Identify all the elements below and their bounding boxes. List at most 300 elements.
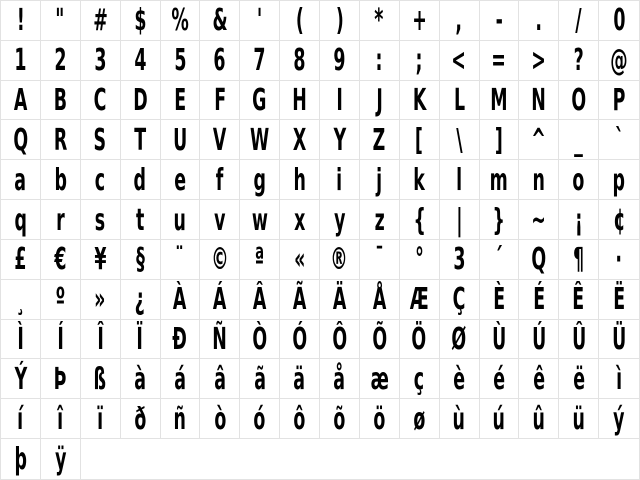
glyph-cell[interactable] [599, 120, 639, 160]
glyph-cell[interactable] [480, 320, 520, 360]
glyph-cell[interactable] [480, 280, 520, 320]
glyph: | [455, 202, 463, 238]
glyph-cell[interactable] [360, 81, 400, 121]
glyph-cell[interactable] [81, 399, 121, 439]
glyph-cell[interactable] [280, 320, 320, 360]
glyph-cell[interactable] [81, 280, 121, 320]
glyph-cell[interactable] [240, 41, 280, 81]
glyph-cell[interactable] [440, 160, 480, 200]
glyph: û [532, 401, 545, 437]
glyph-cell[interactable] [41, 399, 81, 439]
glyph-cell[interactable] [1, 120, 41, 160]
glyph-cell[interactable] [559, 399, 599, 439]
glyph-cell[interactable] [41, 240, 81, 280]
glyph-cell[interactable] [440, 120, 480, 160]
glyph-cell[interactable] [280, 1, 320, 41]
glyph: b [54, 162, 67, 198]
glyph-cell[interactable] [240, 1, 280, 41]
glyph-cell[interactable] [360, 240, 400, 280]
glyph: k [413, 162, 425, 198]
glyph-cell[interactable] [240, 359, 280, 399]
glyph-cell[interactable] [81, 81, 121, 121]
glyph-cell[interactable] [360, 320, 400, 360]
glyph: ü [572, 401, 585, 437]
glyph-cell[interactable] [599, 359, 639, 399]
glyph-cell[interactable] [599, 1, 639, 41]
glyph: N [531, 83, 547, 119]
glyph-cell[interactable] [599, 320, 639, 360]
glyph: ¶ [573, 242, 585, 278]
glyph-cell[interactable] [559, 320, 599, 360]
glyph-cell[interactable] [41, 320, 81, 360]
glyph-cell[interactable] [161, 359, 201, 399]
empty-cell [200, 439, 240, 479]
glyph-cell[interactable] [440, 280, 480, 320]
glyph-cell[interactable] [360, 120, 400, 160]
glyph-cell[interactable] [1, 359, 41, 399]
glyph-cell[interactable] [320, 320, 360, 360]
glyph-cell[interactable] [1, 160, 41, 200]
glyph-cell[interactable] [280, 240, 320, 280]
glyph-cell[interactable] [559, 280, 599, 320]
glyph: ú [492, 401, 506, 437]
glyph: ù [452, 401, 466, 437]
glyph-cell[interactable] [81, 200, 121, 240]
glyph-cell[interactable] [240, 81, 280, 121]
glyph: _ [574, 122, 584, 158]
glyph: a [14, 162, 27, 198]
glyph-cell[interactable] [41, 41, 81, 81]
glyph: t [135, 202, 145, 238]
glyph-cell[interactable] [161, 399, 201, 439]
glyph-cell[interactable] [400, 200, 440, 240]
glyph: ¿ [135, 282, 146, 318]
glyph-cell[interactable] [480, 399, 520, 439]
glyph-cell[interactable] [280, 81, 320, 121]
glyph: 3 [453, 242, 466, 278]
glyph-cell[interactable] [480, 41, 520, 81]
glyph: Z [372, 122, 386, 158]
glyph: r [56, 202, 65, 238]
glyph: Q [531, 242, 547, 278]
glyph-cell[interactable] [81, 160, 121, 200]
glyph: J [376, 83, 383, 119]
glyph-cell[interactable] [121, 240, 161, 280]
glyph-cell[interactable] [1, 399, 41, 439]
glyph: Ð [172, 322, 188, 358]
glyph: s [95, 202, 106, 238]
glyph-cell[interactable] [400, 120, 440, 160]
glyph: ; [415, 43, 423, 79]
glyph-cell[interactable] [200, 359, 240, 399]
glyph-cell[interactable] [480, 359, 520, 399]
glyph-cell[interactable] [200, 41, 240, 81]
glyph: A [13, 83, 28, 119]
glyph: Õ [371, 322, 387, 358]
glyph-cell[interactable] [200, 280, 240, 320]
glyph-cell[interactable] [519, 399, 559, 439]
glyph-cell[interactable] [400, 399, 440, 439]
glyph-cell[interactable] [320, 160, 360, 200]
glyph-cell[interactable] [360, 1, 400, 41]
glyph-cell[interactable] [1, 320, 41, 360]
glyph-cell[interactable] [599, 280, 639, 320]
glyph: Î [96, 322, 104, 358]
glyph: ì [616, 361, 623, 397]
glyph-cell[interactable] [280, 41, 320, 81]
glyph: 6 [213, 43, 226, 79]
glyph: y [333, 202, 346, 238]
glyph: G [252, 83, 267, 119]
glyph-cell[interactable] [480, 1, 520, 41]
glyph: 1 [14, 43, 27, 79]
glyph: D [132, 83, 148, 119]
glyph: í [17, 401, 24, 437]
glyph-cell[interactable] [1, 41, 41, 81]
glyph-cell[interactable] [200, 120, 240, 160]
glyph-cell[interactable] [81, 120, 121, 160]
glyph: © [211, 242, 229, 278]
glyph: M [490, 83, 508, 119]
glyph-cell[interactable] [559, 81, 599, 121]
glyph-cell[interactable] [121, 1, 161, 41]
glyph-cell[interactable] [240, 120, 280, 160]
glyph: Á [213, 282, 227, 318]
glyph-cell[interactable] [280, 200, 320, 240]
glyph-cell[interactable] [519, 359, 559, 399]
glyph-cell[interactable] [440, 81, 480, 121]
glyph-cell[interactable] [41, 359, 81, 399]
glyph: W [250, 122, 270, 158]
glyph-cell[interactable] [200, 160, 240, 200]
glyph: ( [295, 3, 304, 39]
glyph-cell[interactable] [559, 200, 599, 240]
glyph-cell[interactable] [240, 320, 280, 360]
glyph-cell[interactable] [320, 81, 360, 121]
glyph-cell[interactable] [400, 1, 440, 41]
glyph-cell[interactable] [519, 120, 559, 160]
glyph: p [612, 162, 626, 198]
glyph: g [253, 162, 266, 198]
glyph-cell[interactable] [440, 200, 480, 240]
glyph: ' [257, 3, 263, 39]
glyph-cell[interactable] [121, 41, 161, 81]
glyph-cell[interactable] [519, 280, 559, 320]
glyph: ` [614, 122, 624, 158]
glyph-cell[interactable] [519, 160, 559, 200]
glyph-cell[interactable] [480, 81, 520, 121]
glyph-cell[interactable] [400, 81, 440, 121]
glyph: ä [293, 361, 306, 397]
glyph: Û [571, 322, 586, 358]
glyph-cell[interactable] [200, 81, 240, 121]
glyph-cell[interactable] [320, 399, 360, 439]
glyph: ¨ [175, 242, 185, 278]
glyph-cell[interactable] [559, 240, 599, 280]
glyph-cell[interactable] [599, 81, 639, 121]
glyph-cell[interactable] [41, 280, 81, 320]
glyph-cell[interactable] [121, 200, 161, 240]
glyph-cell[interactable] [559, 1, 599, 41]
glyph-cell[interactable] [480, 120, 520, 160]
glyph: & [212, 3, 228, 39]
glyph-cell[interactable] [81, 320, 121, 360]
glyph: ª [254, 242, 265, 278]
glyph-cell[interactable] [440, 399, 480, 439]
glyph: ¸ [16, 282, 25, 318]
glyph-cell[interactable] [480, 160, 520, 200]
glyph: ? [573, 43, 584, 79]
glyph-cell[interactable] [599, 41, 639, 81]
glyph: È [492, 282, 505, 318]
glyph-cell[interactable] [400, 359, 440, 399]
glyph: Ù [491, 322, 507, 358]
glyph-cell[interactable] [280, 280, 320, 320]
glyph: Ç [452, 282, 466, 318]
glyph-cell[interactable] [161, 200, 201, 240]
glyph-cell[interactable] [440, 320, 480, 360]
glyph-cell[interactable] [280, 160, 320, 200]
glyph: H [292, 83, 307, 119]
glyph-cell[interactable] [41, 81, 81, 121]
glyph: d [133, 162, 147, 198]
glyph: / [575, 3, 582, 39]
glyph-cell[interactable] [360, 359, 400, 399]
glyph-cell[interactable] [519, 200, 559, 240]
glyph-cell[interactable] [81, 359, 121, 399]
glyph-cell[interactable] [161, 81, 201, 121]
glyph: % [171, 3, 189, 39]
glyph-cell[interactable] [559, 160, 599, 200]
glyph-cell[interactable] [240, 280, 280, 320]
glyph: ¥ [94, 242, 107, 278]
glyph-cell[interactable] [320, 200, 360, 240]
glyph: » [94, 282, 106, 318]
glyph: n [532, 162, 545, 198]
glyph-cell[interactable] [121, 320, 161, 360]
glyph: § [135, 242, 145, 278]
glyph-cell[interactable] [200, 200, 240, 240]
glyph: Ì [17, 322, 24, 358]
glyph-cell[interactable] [41, 200, 81, 240]
glyph: l [456, 162, 463, 198]
glyph-cell[interactable] [559, 41, 599, 81]
glyph: ! [16, 3, 25, 39]
glyph: } [492, 202, 506, 238]
glyph-cell[interactable] [280, 359, 320, 399]
glyph-cell[interactable] [400, 160, 440, 200]
glyph-cell[interactable] [480, 240, 520, 280]
glyph-cell[interactable] [41, 1, 81, 41]
glyph: Ô [332, 322, 347, 358]
glyph: £ [14, 242, 27, 278]
glyph-cell[interactable] [240, 399, 280, 439]
glyph-cell[interactable] [559, 120, 599, 160]
glyph: Ò [252, 322, 268, 358]
glyph-cell[interactable] [161, 240, 201, 280]
glyph-cell[interactable] [519, 1, 559, 41]
glyph-cell[interactable] [559, 359, 599, 399]
glyph: ô [293, 401, 306, 437]
glyph-cell[interactable] [121, 120, 161, 160]
glyph: = [491, 43, 507, 79]
glyph-cell[interactable] [400, 280, 440, 320]
glyph: À [173, 282, 187, 318]
glyph: Q [13, 122, 28, 158]
glyph: V [213, 122, 227, 158]
glyph: F [213, 83, 226, 119]
glyph: : [375, 43, 383, 79]
glyph: ´ [494, 242, 504, 278]
glyph-cell[interactable] [360, 160, 400, 200]
glyph: K [412, 83, 426, 119]
glyph-cell[interactable] [320, 1, 360, 41]
glyph-cell[interactable] [440, 41, 480, 81]
glyph-cell[interactable] [400, 320, 440, 360]
glyph: ] [494, 122, 503, 158]
glyph-cell[interactable] [81, 240, 121, 280]
glyph-cell[interactable] [440, 1, 480, 41]
glyph: Å [372, 282, 387, 318]
glyph: $ [134, 3, 147, 39]
glyph-cell[interactable] [41, 120, 81, 160]
glyph-cell[interactable] [121, 81, 161, 121]
glyph: Ã [292, 282, 307, 318]
glyph-cell[interactable] [320, 120, 360, 160]
glyph-cell[interactable] [240, 160, 280, 200]
glyph-cell[interactable] [161, 120, 201, 160]
glyph: ã [253, 361, 266, 397]
glyph-cell[interactable] [121, 359, 161, 399]
glyph-cell[interactable] [320, 41, 360, 81]
glyph: þ [14, 442, 27, 478]
glyph-cell[interactable] [599, 160, 639, 200]
glyph: Ä [332, 282, 347, 318]
glyph: õ [333, 401, 346, 437]
glyph: # [92, 3, 108, 39]
glyph: Ó [292, 322, 307, 358]
empty-cell [440, 439, 480, 479]
glyph-cell[interactable] [480, 200, 520, 240]
glyph: 5 [173, 43, 186, 79]
glyph: . [535, 3, 543, 39]
glyph: ¯ [374, 242, 384, 278]
glyph: à [134, 361, 146, 397]
glyph: ø [413, 401, 426, 437]
glyph: q [14, 202, 27, 238]
glyph-cell[interactable] [41, 439, 81, 479]
glyph-cell[interactable] [440, 359, 480, 399]
glyph-cell[interactable] [519, 240, 559, 280]
glyph-cell[interactable] [1, 280, 41, 320]
glyph: Þ [53, 361, 67, 397]
glyph: 8 [293, 43, 306, 79]
glyph: * [374, 3, 384, 39]
glyph: ^ [531, 122, 547, 158]
glyph-cell[interactable] [400, 41, 440, 81]
glyph-cell[interactable] [81, 41, 121, 81]
glyph: Ñ [212, 322, 228, 358]
glyph-cell[interactable] [360, 200, 400, 240]
glyph: Ú [531, 322, 546, 358]
glyph: \ [455, 122, 463, 158]
glyph-cell[interactable] [161, 160, 201, 200]
glyph: ð [134, 401, 147, 437]
glyph: 9 [333, 43, 346, 79]
glyph-cell[interactable] [599, 240, 639, 280]
glyph: Y [333, 122, 346, 158]
glyph-cell[interactable] [240, 200, 280, 240]
glyph: É [532, 282, 545, 318]
glyph-cell[interactable] [360, 280, 400, 320]
glyph-cell[interactable] [1, 200, 41, 240]
glyph-cell[interactable] [161, 320, 201, 360]
glyph-cell[interactable] [320, 240, 360, 280]
glyph-cell[interactable] [440, 240, 480, 280]
glyph-cell[interactable] [599, 200, 639, 240]
glyph-cell[interactable] [1, 81, 41, 121]
glyph: + [411, 3, 427, 39]
glyph-cell[interactable] [280, 399, 320, 439]
glyph: O [571, 83, 587, 119]
glyph-cell[interactable] [320, 359, 360, 399]
glyph-cell[interactable] [200, 240, 240, 280]
empty-cell [81, 439, 121, 479]
glyph-cell[interactable] [360, 41, 400, 81]
glyph: ~ [531, 202, 547, 238]
glyph-cell[interactable] [519, 41, 559, 81]
glyph-cell[interactable] [1, 1, 41, 41]
glyph-cell[interactable] [121, 280, 161, 320]
glyph-cell[interactable] [519, 81, 559, 121]
glyph-cell[interactable] [161, 1, 201, 41]
glyph: ò [213, 401, 226, 437]
glyph: ÿ [54, 442, 66, 478]
glyph-cell[interactable] [240, 240, 280, 280]
empty-cell [360, 439, 400, 479]
empty-cell [161, 439, 201, 479]
glyph-cell[interactable] [519, 320, 559, 360]
glyph: ° [414, 242, 424, 278]
glyph-cell[interactable] [200, 320, 240, 360]
glyph-cell[interactable] [200, 399, 240, 439]
glyph-cell[interactable] [1, 240, 41, 280]
glyph-cell[interactable] [200, 1, 240, 41]
empty-cell [480, 439, 520, 479]
glyph: Ø [451, 322, 467, 358]
glyph-cell[interactable] [400, 240, 440, 280]
glyph: ý [613, 401, 625, 437]
glyph: ñ [173, 401, 187, 437]
glyph-cell[interactable] [599, 399, 639, 439]
glyph: · [615, 242, 623, 278]
glyph-cell[interactable] [320, 280, 360, 320]
glyph-cell[interactable] [161, 280, 201, 320]
glyph-cell[interactable] [360, 399, 400, 439]
glyph-cell[interactable] [121, 399, 161, 439]
glyph: @ [610, 43, 628, 79]
glyph-cell[interactable] [280, 120, 320, 160]
glyph-cell[interactable] [161, 41, 201, 81]
glyph-cell[interactable] [81, 1, 121, 41]
glyph-cell[interactable] [41, 160, 81, 200]
glyph: u [173, 202, 187, 238]
glyph-cell[interactable] [1, 439, 41, 479]
glyph: î [57, 401, 64, 437]
glyph: 4 [134, 43, 147, 79]
glyph-cell[interactable] [121, 160, 161, 200]
empty-cell [280, 439, 320, 479]
